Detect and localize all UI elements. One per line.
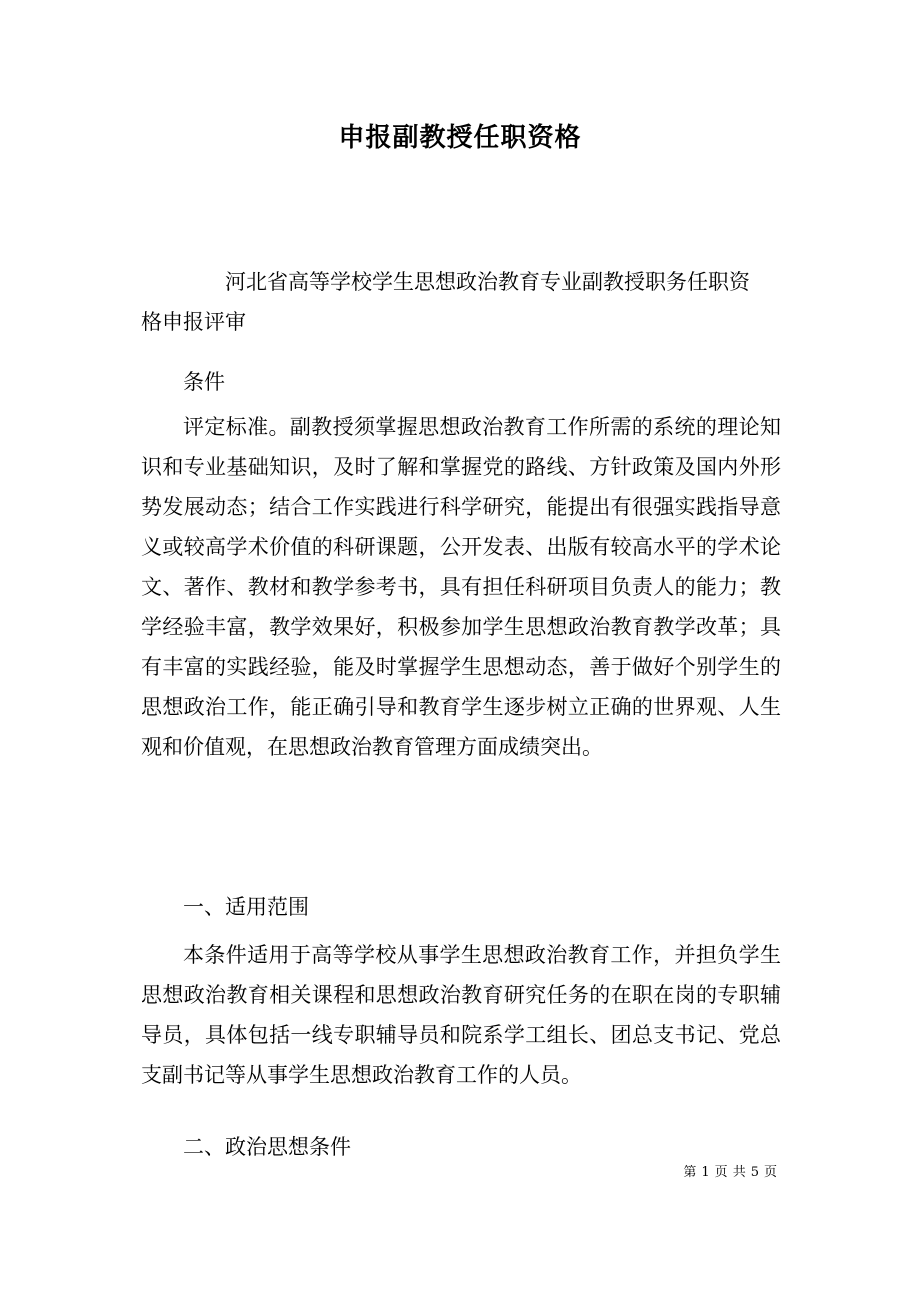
standard-paragraph: 评定标准。副教授须掌握思想政治教育工作所需的系统的理论知识和专业基础知识，及时了解和掌握党的路线、方针政策及国内外形势发展动态；结合工作实践进行科学研究，能提出有很强实践指导意义或较高学术价值的科研课题，公开发表、出版有较高水平的学术论文、著作、教材和教学参考书，具有担任科研项目负责人的能力；教学经验丰富，教学效果好，积极参加学生思想政治教育教学改革；具有丰富的实践经验，能及时掌握学生思想动态，善于做好个别学生的思想政治工作，能正确引导和教育学生逐步树立正确的世界观、人生观和价值观，在思想政治教育管理方面成绩突出。 bbox=[141, 415, 781, 759]
footer-page-word: 页 bbox=[714, 1165, 729, 1180]
page-number-footer bbox=[681, 1164, 780, 1182]
footer-total-suffix: 页 bbox=[763, 1165, 778, 1180]
intro-line-1: 河北省高等学校学生思想政治教育专业副教授职务任职资 bbox=[225, 270, 750, 294]
intro-paragraph bbox=[141, 262, 781, 342]
document-title: 申报副教授任职资格 bbox=[338, 123, 582, 153]
footer-prefix: 第 bbox=[683, 1165, 698, 1180]
section1-heading: 一、适用范围 bbox=[183, 895, 309, 919]
conditions-heading: 条件 bbox=[183, 370, 225, 394]
section2-heading: 二、政治思想条件 bbox=[183, 1135, 351, 1159]
footer-total-prefix: 共 bbox=[732, 1165, 747, 1180]
intro-line-2: 格申报评审 bbox=[141, 310, 246, 334]
section1-paragraph: 本条件适用于高等学校从事学生思想政治教育工作，并担负学生思想政治教育相关课程和思想政治教育研究任务的在职在岗的专职辅导员，具体包括一线专职辅导员和院系学工组长、团总支书记、党总支副书记等从事学生思想政治教育工作的人员。 bbox=[141, 943, 781, 1087]
footer-total-pages: 5 bbox=[750, 1165, 760, 1180]
footer-current-page: 1 bbox=[701, 1165, 711, 1180]
